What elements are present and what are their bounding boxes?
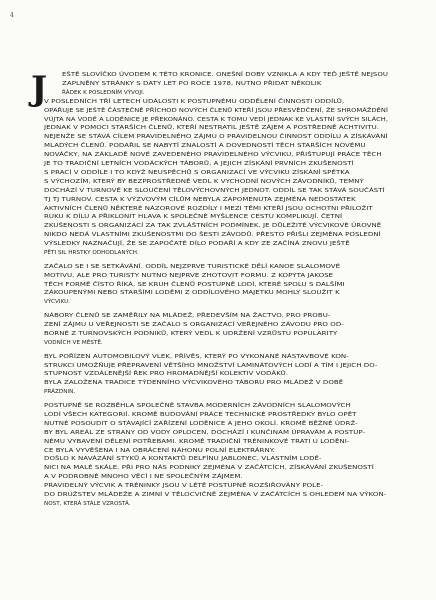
text-line: VODNÍCH VE MĚSTĚ. xyxy=(44,339,103,346)
text-line: NÉMU VYBAVENÍ DĚLENÍ POTŘEBAMI. KROMĚ TRADIČNÍ TRÉNINKOVÉ TRATI U LODĚNI- xyxy=(44,438,350,445)
text-line: MLADÝCH ČLENŮ. PODAŘIL SE NABYTÍ ZNALOSTÍ A DOVEDNOSTÍ TĚCH STARŠÍCH NOVÉMU xyxy=(44,143,366,150)
text-line: STUPNOST VZDÁLENĚJŠÍ ŘEK PRO HROMADNĚJŠÍ KOLEKTIV VODÁKŮ. xyxy=(44,371,289,378)
text-line: JEDNAK V POMOCI STARŠÍCH ČLENŮ, KTEŘÍ NESTRATIL JEŠTĚ ZÁJEM A POSTŘEDNĚ ACHTIVITU. xyxy=(44,125,380,132)
text-line: ZAPLNĚNY STRÁNKY S DATY LET PO ROCE 1978, NUTNO PŘIDAT NĚKOLIK xyxy=(62,80,322,87)
text-line: NOST, KTERÁ STÁLE VZROSTÁ. xyxy=(44,500,131,507)
text-line: ZAČALO SE I SE SETKÁVÁNÍ. ODDÍL NEJZPRVE TURISTICKÉ DĚLÍ KANOE SLALOMOVÉ xyxy=(44,263,341,270)
text-line: ZKUŠENOSTI S ORGANIZACÍ ZA TAK ZVLÁŠTNÍCH PODMÍNEK, JE DŮLEŽITÉ VÝCVIKOVÉ ÚROVNĚ xyxy=(44,223,382,230)
text-line: RUKU K DÍLU A PŘIKLONIT HLAVA K SPOLEČNÉ MYŠLENCE CESTU KOMPLIKUJÍ. ČETNÍ xyxy=(44,214,343,221)
text-line: NOVÁČKY, NA ZÁKLADĚ NOVÉ ZAVEDENÉHO PRAVIDELNÉHO VÝCVIKU, PŘIŠTUPUJÍ PRÁCE TĚCH xyxy=(44,152,382,159)
text-line: NIKDO NEDÁ VLASTNÍMI ZKUŠENOSTMI DO ŠESTI ZÁVODŮ. PŘESTO PŘIŠLI ZEJMÉNA POSLEDNÍ xyxy=(44,232,381,239)
text-line: LODÍ VŠECH KATEGORIÍ. KROMĚ BUDOVÁNÍ PRÁCE TECHNICKÉ PROSTŘEDKY BYLO OPĚT xyxy=(44,411,357,418)
text-line: VÝCVIKU. xyxy=(44,299,71,306)
text-line: NEJENŽE SE STÁVÁ CÍLEM PRAVIDELNÉHO ZÁJMU O PRAVIDELNOU ČINNOST ODDÍLU A ZÍSKÁVÁNÍ xyxy=(44,134,388,141)
text-line: DOCHÁZÍ V TURNOVĚ KE SLOUČENÍ TĚLOVÝCHOVNÝCH JEDNOT. ODDÍL SE TAK STÁVÁ SOUČÁSTÍ xyxy=(44,187,385,194)
text-line: A V PODROBNÉ MNOHO VĚCÍ I NE SPOLEČNÝM ZÁJMEM. xyxy=(44,474,243,481)
text-line: TJ TJ TURNOV. CESTA K VÝZVOVÝM CÍLŮM NEBYLA ZAPOMENUTA ZEJMÉNA NEDOSTATEK xyxy=(44,196,356,203)
text-line: ZENÍ ZÁJMU U VEŘEJNOSTI SE ZAČALO S ORGANIZACÍ VEŘEJNÉHO ZÁVODU PRO OD- xyxy=(44,322,344,329)
text-line: CE BYLA VYVĚŠENA I NA OBRÁCENÍ NÁHONU POLNÍ ELEKTRÁRNY. xyxy=(44,447,275,454)
page-number: 4 xyxy=(10,12,14,19)
text-line: VÝSLEDKY NAZNAČUJÍ, ŽE SE ZAPOČATÉ DÍLO PODAŘÍ A KDY ZE ZAČÍNÁ ZNOVU JEŠTĚ xyxy=(44,241,350,248)
text-line: POSTUPNĚ SE ROZBĚHLA SPOLEČNĚ STAVBA MODERNÍCH ZÁVODNÍCH SLALOMOVÝCH xyxy=(44,403,351,410)
text-line: NUTNÉ POSOUDIT O STÁVAJÍCÍ ZAŘÍZENÍ LODĚNICE A JEHO OKOLÍ. KROMĚ BĚŽNÉ ÚDRŽ- xyxy=(44,420,358,427)
text-line: MOTIVU, ALE PRO TURISTY NUTNO NEJPRVE ZHOTOVIT FORMU. Z KOPYTA JAKOSE xyxy=(44,272,334,279)
text-line: PRAVIDELNÝ VÝCVIK A TRÉNINKY JSOU V LÉTĚ POSTUPNĚ ROZŠIŘOVÁNY POLE- xyxy=(44,483,324,490)
text-line: BY BYL AREÁL ZE STRANY OD VODY OPLOCEN, DOCHÁZÍ I KUNČINAM ÚPRAVÁM A POSTUP- xyxy=(44,429,366,436)
text-line: PRÁZDNIN. xyxy=(44,389,76,396)
text-line: DO DRUŽSTEV MLÁDEŽE A ZIMNÍ V TĚLOCVIČNĚ ZEJMÉNA V ZAČÁTCÍCH S OHLEDEM NA VÝKON- xyxy=(44,492,387,499)
text-line: JE TO TRADIČNÍ LETNÍCH VODÁCKÝCH TÁBORŮ, A JEJICH ZÍSKÁNÍ PRVNÍCH ZKUŠENOSTÍ xyxy=(44,161,354,167)
text-line: VÚJTA NA VODĚ A LODĚNICE JE PŘEKONÁNO. CESTA K TOMU VEDÍ JEDNAK KE VLASTNÍ SVÝCH SILÁCH, xyxy=(44,116,388,123)
text-line: STRUKCI UMOŽŇUJE PŘEPRAVENÍ VĚTŠÍHO MNOŽSTVÍ LAMINÁTOVÝCH LODÍ A TÍM I JEJICH DO- xyxy=(44,362,378,369)
drop-cap-initial: J xyxy=(31,69,48,109)
text-line: ŘÁDEK K POSLEDNÍM VÝVOJI. xyxy=(62,89,145,96)
text-line: BYL POŘÍZEN AUTOMOBILOVÝ VLEK, PŘÍVĚS, KTERÝ PO VYKONANÉ NÁSTAVBOVÉ KON- xyxy=(44,353,349,360)
text-line: NÁBORY ČLENŮ SE ZAMĚŘILY NA MLÁDEŽ, PŘEDEVŠÍM NA ŽACTVO. PRO PROBU- xyxy=(44,313,331,320)
text-line: OPAŘUJE SE JEŠTĚ ČÁSTEČNĚ PŘÍCHOD NOVÝCH ČLENŮ KTEŘÍ JSOU PŘESVĚDČENÍ, ŽE SHROMÁŽDĚNÍ xyxy=(44,107,388,114)
text-line: BYLA ZALOŽENA TRADICE TÝDENNÍHO VÝCVIKOVÉHO TÁBORU PRO MLÁDEŽ V DOBĚ xyxy=(44,380,344,387)
text-line: ZÁKOUPENÝMI NEBO STARŠÍMI LODĚMI Z ODDÍLOVÉHO MAJETKU MOHLY SLOUŽIT K xyxy=(44,290,340,297)
text-line: S PRACÍ V ODDÍLE I TO KDYŽ NEUSPĚCHŮ S ORGANIZACÍ VE VÝCVIKU ZÍSKÁNÍ SPĚTKA xyxy=(44,169,350,176)
text-line: V POSLEDNÍCH TŘÍ LETECH UDÁLOSTI K POSTUPNÉMU ODDĚLENÍ ČINNOSTI ODDÍLŮ, xyxy=(44,98,345,105)
text-line: DOŠLO K NAVÁZÁNÍ STYKŮ A KONTAKTŮ DELFÍNU JABLONEC, VLASTNÍM LODĚ- xyxy=(44,456,322,463)
text-line: TĚCH FORMĚ ČÍSTO ŘÍKÁ, SE KRUH ČLENŮ POSTUPNĚ LODÍ, KTERÉ SPOLU S DALŠÍMI xyxy=(44,281,345,288)
text-line: S VÝCHOZÍM, KTERÝ BY BEZPROSTŘEDNĚ VEDL K VYCHODNÍ NOVÝCH ZÁVODNÍKŮ, TEMNÝ xyxy=(44,178,364,185)
text-line: AKTIVNÍCH ČLENŮ NĚKTERÉ NÁZOROVÉ ROZDÍLY I MEZI TĚMI KTEŘÍ JSOU OCHOTNI PŘILOŽIT xyxy=(44,205,373,212)
text-line: PĚTI SIL HRSTKY ODHODLANÝCH. xyxy=(44,250,139,256)
text-line: NICI NA MALÉ SKÁLE. PŘI PRO NÁS PODNIKY ZEJMÉNA V ZAČÁTCÍCH, ZÍSKÁVÁNÍ ZKUŠENOSTÍ xyxy=(44,465,374,472)
text-line: EŠTĚ SLOVÍČKO ÚVODEM K TÉTO KRONICE. ONEŠNÍ DOBY VZNIKLA A KDY TEĎ JEŠTĚ NEJSOU xyxy=(62,72,388,78)
text-line: BORNÉ Z TURNOVSKÝCH PODNIKŮ, KTERÝ VEDL K UDRŽENÍ VZRŮSTU POPULARITY xyxy=(44,330,338,337)
